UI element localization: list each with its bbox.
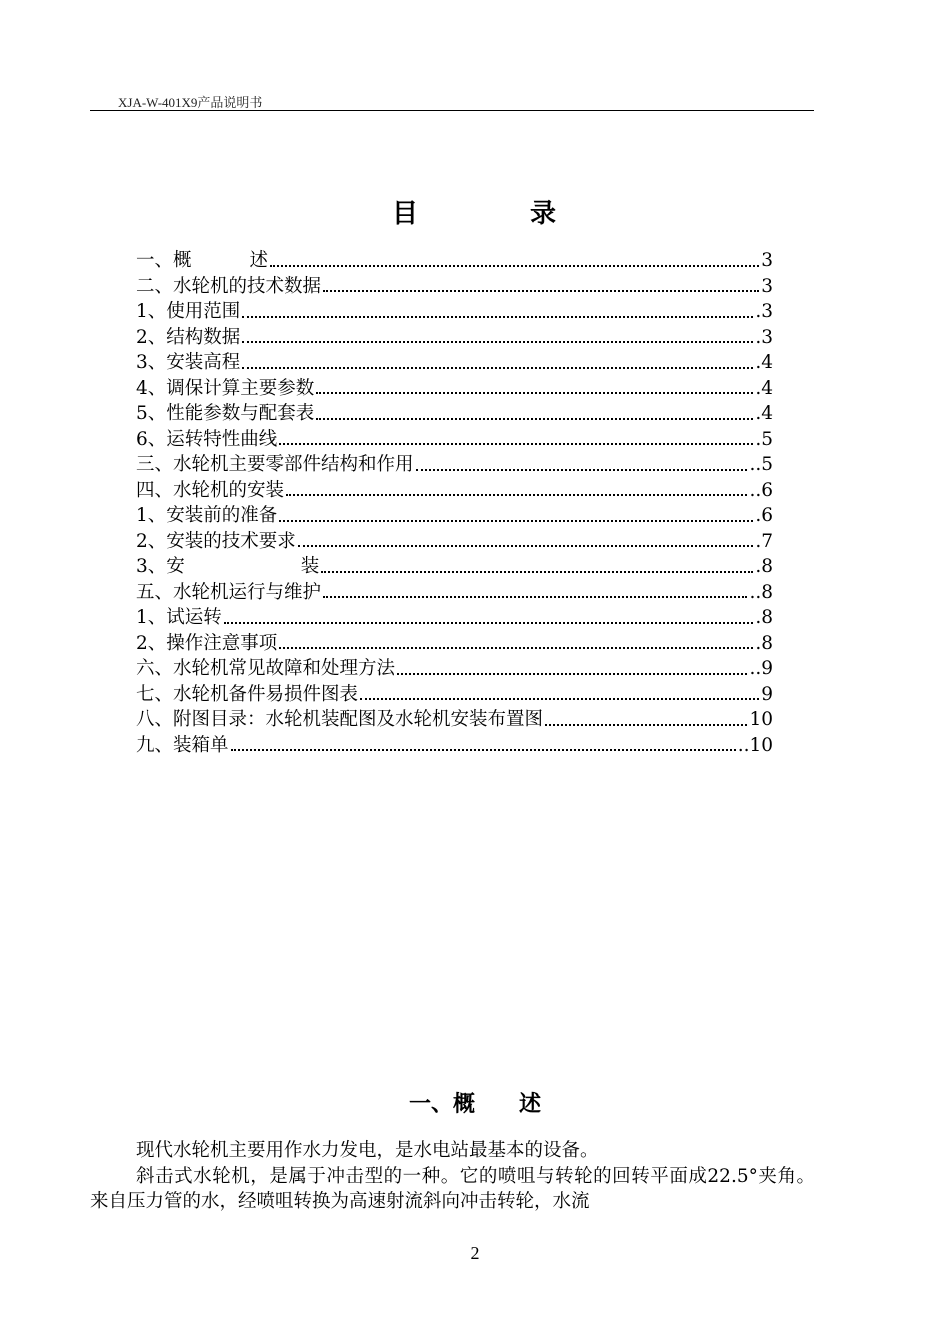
toc-entry-page: .5 [755, 428, 773, 450]
toc-entry-page: 10 [749, 709, 773, 730]
toc-entry-label: 3、安装高程 [136, 352, 241, 373]
toc-entry [136, 656, 773, 682]
dot-leader [224, 622, 754, 624]
toc-entry-label: 一、概 述 [136, 250, 269, 271]
toc-entry-label: 3、安 装 [136, 556, 320, 577]
toc-entry [136, 376, 773, 402]
toc-entry [136, 325, 773, 351]
toc-entry-label: 1、安装前的准备 [136, 505, 278, 526]
body-paragraph: 现代水轮机主要用作水力发电，是水电站最基本的设备。 [136, 1140, 599, 1161]
dot-leader [286, 494, 747, 496]
toc-entry-label: 2、安装的技术要求 [136, 530, 296, 552]
toc-entry-page: .6 [755, 505, 773, 526]
toc-entry-page: .4 [755, 377, 773, 399]
dot-leader [397, 673, 747, 675]
toc-entry-label: 六、水轮机常见故障和处理方法 [136, 658, 396, 679]
toc-entry-page: 3 [761, 250, 773, 271]
toc-entry-label: 1、使用范围 [136, 301, 241, 322]
dot-leader [321, 571, 753, 573]
toc-entry-page: ..10 [737, 734, 773, 756]
toc-title [0, 193, 950, 230]
dot-leader [298, 545, 754, 547]
toc-entry-page: .8 [755, 632, 773, 654]
dot-leader [316, 392, 753, 394]
body-paragraph: 斜击式水轮机，是属于冲击型的一种。它的喷咀与转轮的回转平面成22.5°夹角。来自压力管的水，经喷咀转换为高速射流斜向冲击转轮，水流 [90, 1166, 815, 1212]
toc-entry [136, 478, 773, 504]
toc-entry [136, 452, 773, 478]
dot-leader [316, 418, 753, 420]
toc-entry-label: 九、装箱单 [136, 734, 229, 756]
toc-entry [136, 529, 773, 555]
toc-entry [136, 299, 773, 325]
toc-entry [136, 682, 773, 708]
toc-entry-page: ..6 [749, 479, 773, 501]
dot-leader [242, 316, 753, 318]
dot-leader [416, 469, 748, 471]
toc-entry-label: 七、水轮机备件易损件图表 [136, 683, 359, 705]
toc-entry [136, 503, 773, 529]
dot-leader [323, 596, 747, 598]
toc-entry-page: .7 [755, 530, 773, 552]
toc-entry-label: 1、试运转 [136, 607, 222, 628]
toc-entry-page: .4 [755, 352, 773, 373]
toc-entry [136, 554, 773, 580]
toc-entry-label: 4、调保计算主要参数 [136, 377, 315, 399]
document-header: XJA-W-401X9产品说明书 [118, 95, 263, 110]
toc-entry-label: 5、性能参数与配套表 [136, 403, 315, 424]
toc-entry [136, 580, 773, 606]
dot-leader [323, 290, 759, 292]
toc-entry-page: 3 [761, 275, 773, 297]
toc-entry-page: 9 [761, 683, 773, 705]
toc-entry-label: 2、操作注意事项 [136, 632, 278, 654]
toc-entry-label: 2、结构数据 [136, 326, 241, 348]
toc-entry [136, 605, 773, 631]
toc-entry [136, 427, 773, 453]
toc-title-part1: 目 [391, 199, 420, 229]
toc-entry-label: 二、水轮机的技术数据 [136, 275, 322, 297]
dot-leader [242, 341, 753, 343]
toc-entry-page: .8 [755, 607, 773, 628]
toc-entry-page: .3 [755, 326, 773, 348]
toc-entry-page: .3 [755, 301, 773, 322]
section-title: 一、概 述 [408, 1091, 541, 1117]
dot-leader [360, 698, 759, 700]
toc-entry-page: ..8 [749, 581, 773, 603]
toc-entry [136, 707, 773, 733]
toc-entry [136, 733, 773, 759]
dot-leader [545, 724, 747, 726]
toc-entry [136, 274, 773, 300]
toc-entry-page: .8 [755, 556, 773, 577]
table-of-contents [136, 248, 773, 758]
toc-entry-page: ..9 [749, 658, 773, 679]
toc-title-part2: 录 [530, 199, 559, 229]
dot-leader [242, 367, 753, 369]
toc-entry-label: 6、运转特性曲线 [136, 428, 278, 450]
header-divider [90, 110, 814, 111]
toc-entry-label: 八、附图目录：水轮机装配图及水轮机安装布置图 [136, 709, 544, 730]
toc-entry-label: 三、水轮机主要零部件结构和作用 [136, 454, 414, 475]
toc-entry-page: ..5 [749, 454, 773, 475]
toc-entry [136, 350, 773, 376]
toc-entry-label: 四、水轮机的安装 [136, 479, 285, 501]
dot-leader [279, 647, 753, 649]
dot-leader [279, 520, 753, 522]
dot-leader [279, 443, 753, 445]
page-number: 2 [470, 1243, 480, 1263]
toc-entry [136, 401, 773, 427]
toc-entry-label: 五、水轮机运行与维护 [136, 581, 322, 603]
toc-entry [136, 248, 773, 274]
dot-leader [231, 749, 736, 751]
dot-leader [270, 265, 759, 267]
toc-entry [136, 631, 773, 657]
toc-entry-page: .4 [755, 403, 773, 424]
